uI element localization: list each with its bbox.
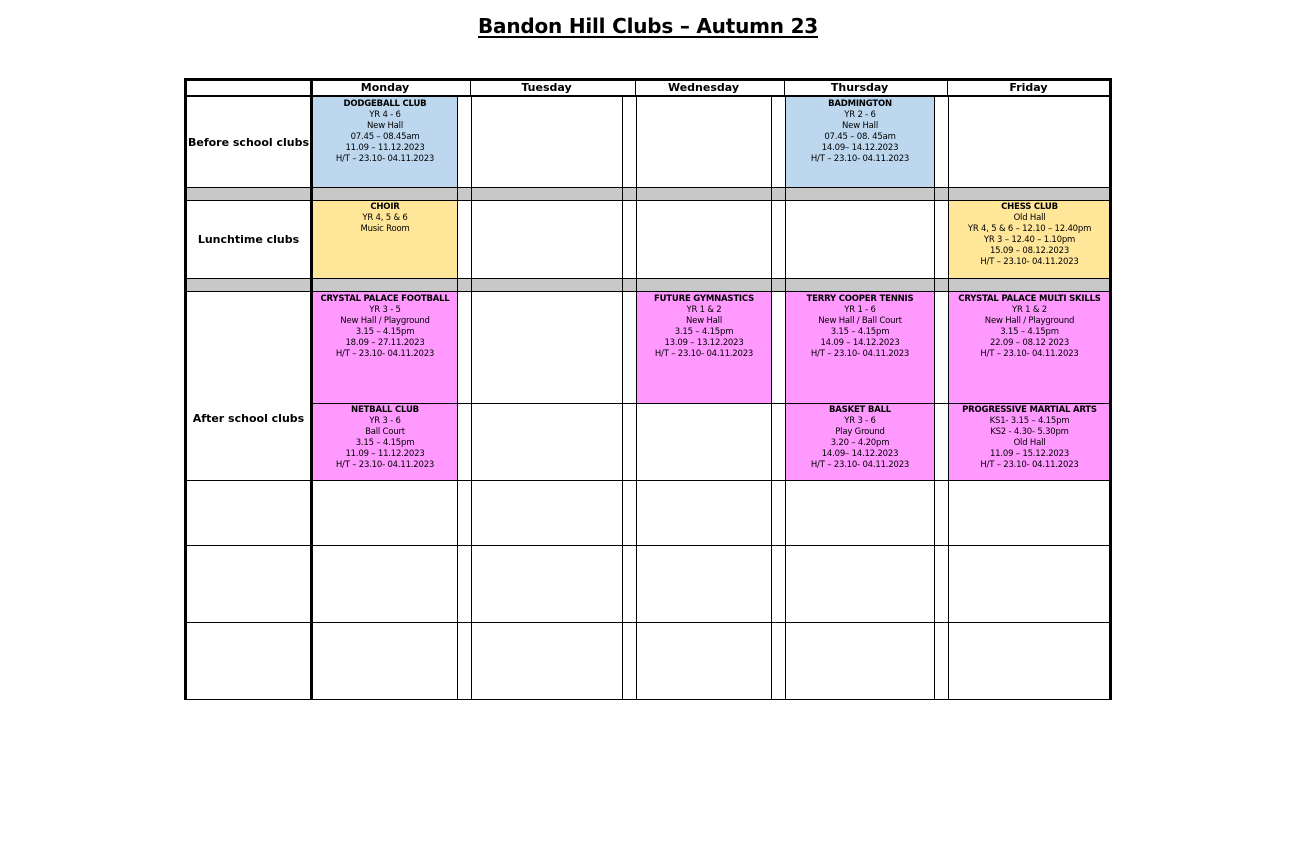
club-cell: CRYSTAL PALACE FOOTBALL YR 3 - 5 New Hall / Playground 3.15 – 4.15pm 18.09 – 27.11.2023 H/T – 23.10- 04.11.2023: [313, 292, 457, 403]
club-name: FUTURE GYMNASTICS: [653, 294, 754, 304]
club-name: PROGRESSIVE MARTIAL ARTS: [962, 405, 1097, 415]
row-label-lunchtime: Lunchtime clubs: [197, 233, 300, 246]
club-cell: BASKET BALL YR 3 - 6 Play Ground 3.20 – 4.20pm 14.09– 14.12.2023 H/T – 23.10- 04.11.2023: [786, 403, 934, 480]
row-line: [186, 291, 1110, 292]
row-line: [186, 187, 1110, 188]
row-line: [186, 480, 1110, 481]
row-line: [186, 545, 1110, 546]
club-name: TERRY COOPER TENNIS: [806, 294, 914, 304]
club-cell: CRYSTAL PALACE MULTI SKILLS YR 1 & 2 New Hall / Playground 3.15 – 4.15pm 22.09 – 08.12 2023 H/T – 23.10- 04.11.2023: [949, 292, 1110, 403]
club-cell: CHESS CLUB Old Hall YR 4, 5 & 6 – 12.10 – 12.40pm YR 3 – 12.40 – 1.10pm 15.09 – 08.12.2023 H/T – 23.10- 04.11.2023: [949, 200, 1110, 279]
club-name: DODGEBALL CLUB: [343, 99, 427, 109]
club-name: CHESS CLUB: [1001, 202, 1058, 212]
club-name: BADMINGTON: [828, 99, 892, 109]
day-header-tuesday: Tuesday: [521, 81, 572, 94]
table-border-right: [1109, 78, 1112, 700]
club-cell: DODGEBALL CLUB YR 4 - 6 New Hall 07.45 – 08.45am 11.09 – 11.12.2023 H/T – 23.10- 04.11.2023: [313, 97, 457, 187]
club-cell: CHOIR YR 4, 5 & 6 Music Room: [313, 200, 457, 279]
club-cell: FUTURE GYMNASTICS YR 1 & 2 New Hall 3.15 – 4.15pm 13.09 – 13.12.2023 H/T – 23.10- 04.11.2023: [637, 292, 771, 403]
row-label-before-school: Before school clubs: [187, 136, 310, 149]
table-border-left: [184, 78, 187, 700]
club-name: BASKET BALL: [828, 405, 892, 415]
club-name: NETBALL CLUB: [351, 405, 419, 415]
club-cell: NETBALL CLUB YR 3 - 6 Ball Court 3.15 – 4.15pm 11.09 – 11.12.2023 H/T – 23.10- 04.11.2023: [313, 403, 457, 480]
day-header-thursday: Thursday: [830, 81, 889, 94]
club-cell: TERRY COOPER TENNIS YR 1 - 6 New Hall / Ball Court 3.15 – 4.15pm 14.09 – 14.12.2023 H/T – 23.10- 04.11.2023: [786, 292, 934, 403]
table-border-bottom: [184, 699, 1112, 700]
club-cell: BADMINGTON YR 2 - 6 New Hall 07.45 – 08. 45am 14.09– 14.12.2023 H/T – 23.10- 04.11.2023: [786, 97, 934, 187]
separator-row: [186, 187, 1110, 200]
row-label-after-school: After school clubs: [192, 412, 305, 425]
day-header-wednesday: Wednesday: [667, 81, 740, 94]
club-name: CRYSTAL PALACE MULTI SKILLS: [958, 294, 1101, 304]
day-header-monday: Monday: [360, 81, 410, 94]
label-column-divider: [310, 78, 313, 700]
row-line: [186, 622, 1110, 623]
club-cell: PROGRESSIVE MARTIAL ARTS KS1- 3.15 – 4.15pm KS2 - 4.30- 5.30pm Old Hall 11.09 – 15.12.2023 H/T – 23.10- 04.11.2023: [949, 403, 1110, 480]
day-header-friday: Friday: [1009, 81, 1048, 94]
club-name: CRYSTAL PALACE FOOTBALL: [320, 294, 450, 304]
row-line: [186, 278, 1110, 279]
club-name: CHOIR: [370, 202, 400, 212]
row-line: [186, 200, 1110, 201]
page-title: Bandon Hill Clubs – Autumn 23: [477, 14, 818, 38]
row-line: [313, 403, 1110, 404]
